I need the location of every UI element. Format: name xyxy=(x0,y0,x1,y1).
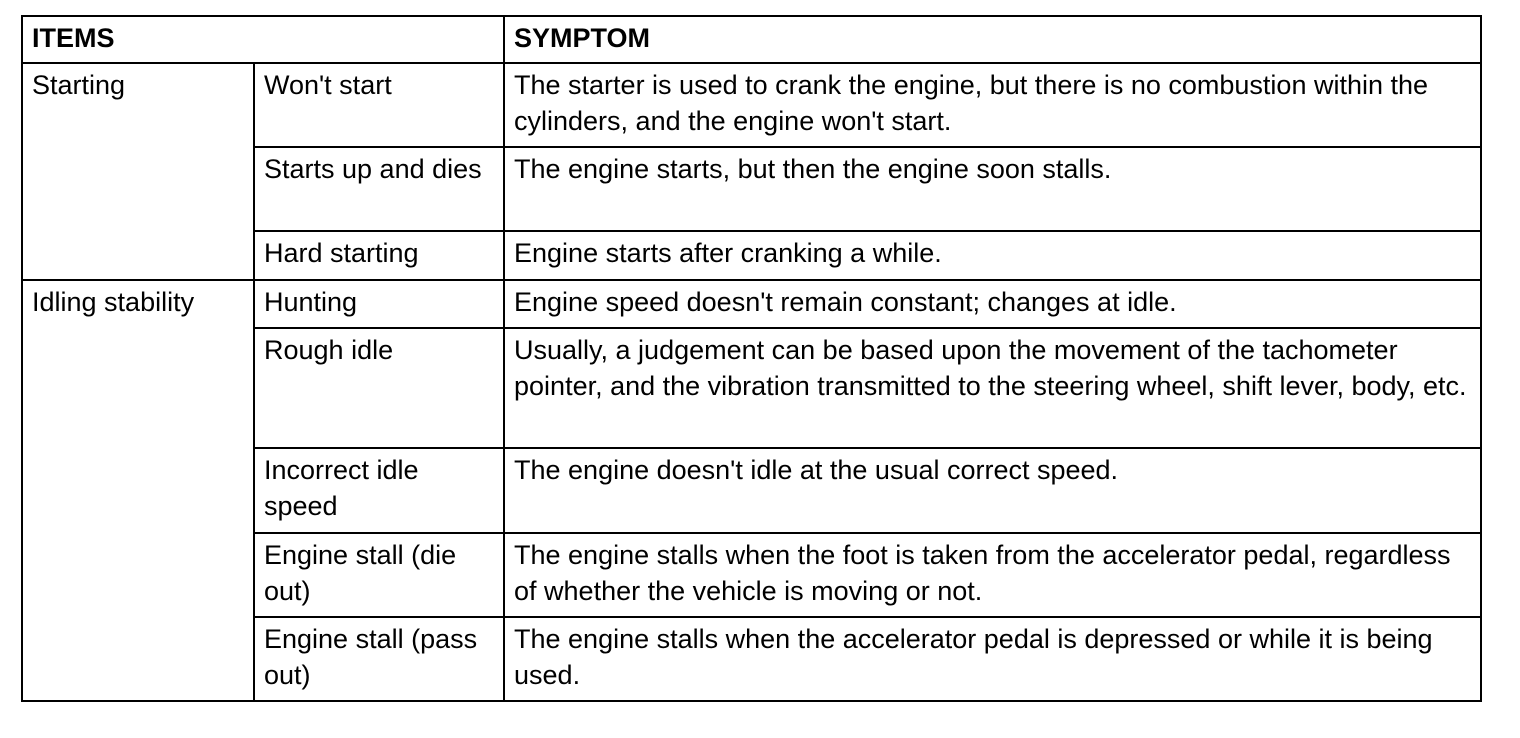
item-cell: Hard starting xyxy=(254,231,504,280)
item-cell: Won't start xyxy=(254,63,504,147)
item-cell: Hunting xyxy=(254,280,504,328)
item-cell: Engine stall (die out) xyxy=(254,533,504,617)
item-cell: Starts up and dies xyxy=(254,147,504,231)
symptom-cell: Engine starts after cranking a while. xyxy=(504,231,1481,280)
symptom-cell: The engine doesn't idle at the usual correct speed. xyxy=(504,448,1481,533)
symptom-cell: The engine stalls when the foot is taken from the accelerator pedal, regardless of whether the vehicle is moving or not. xyxy=(504,533,1481,617)
symptom-cell: The starter is used to crank the engine, but there is no combustion within the cylinders, and the engine won't start. xyxy=(504,63,1481,147)
symptom-cell: The engine starts, but then the engine soon stalls. xyxy=(504,147,1481,231)
symptom-cell: Engine speed doesn't remain constant; changes at idle. xyxy=(504,280,1481,328)
symptom-cell: Usually, a judgement can be based upon the movement of the tachometer pointer, and the vibration transmitted to the steering wheel, shift lever, body, etc. xyxy=(504,328,1481,448)
symptom-header: SYMPTOM xyxy=(504,16,1481,63)
items-header: ITEMS xyxy=(22,16,504,63)
table-row xyxy=(22,63,1481,147)
table-row xyxy=(22,280,1481,328)
item-cell: Rough idle xyxy=(254,328,504,448)
group-label-starting: Starting xyxy=(22,63,254,280)
symptom-cell: The engine stalls when the accelerator pedal is depressed or while it is being used. xyxy=(504,617,1481,701)
symptom-table xyxy=(21,15,1482,702)
item-cell: Incorrect idle speed xyxy=(254,448,504,533)
item-cell: Engine stall (pass out) xyxy=(254,617,504,701)
group-label-idling-stability: Idling stability xyxy=(22,280,254,701)
table-header-row xyxy=(22,16,1481,63)
